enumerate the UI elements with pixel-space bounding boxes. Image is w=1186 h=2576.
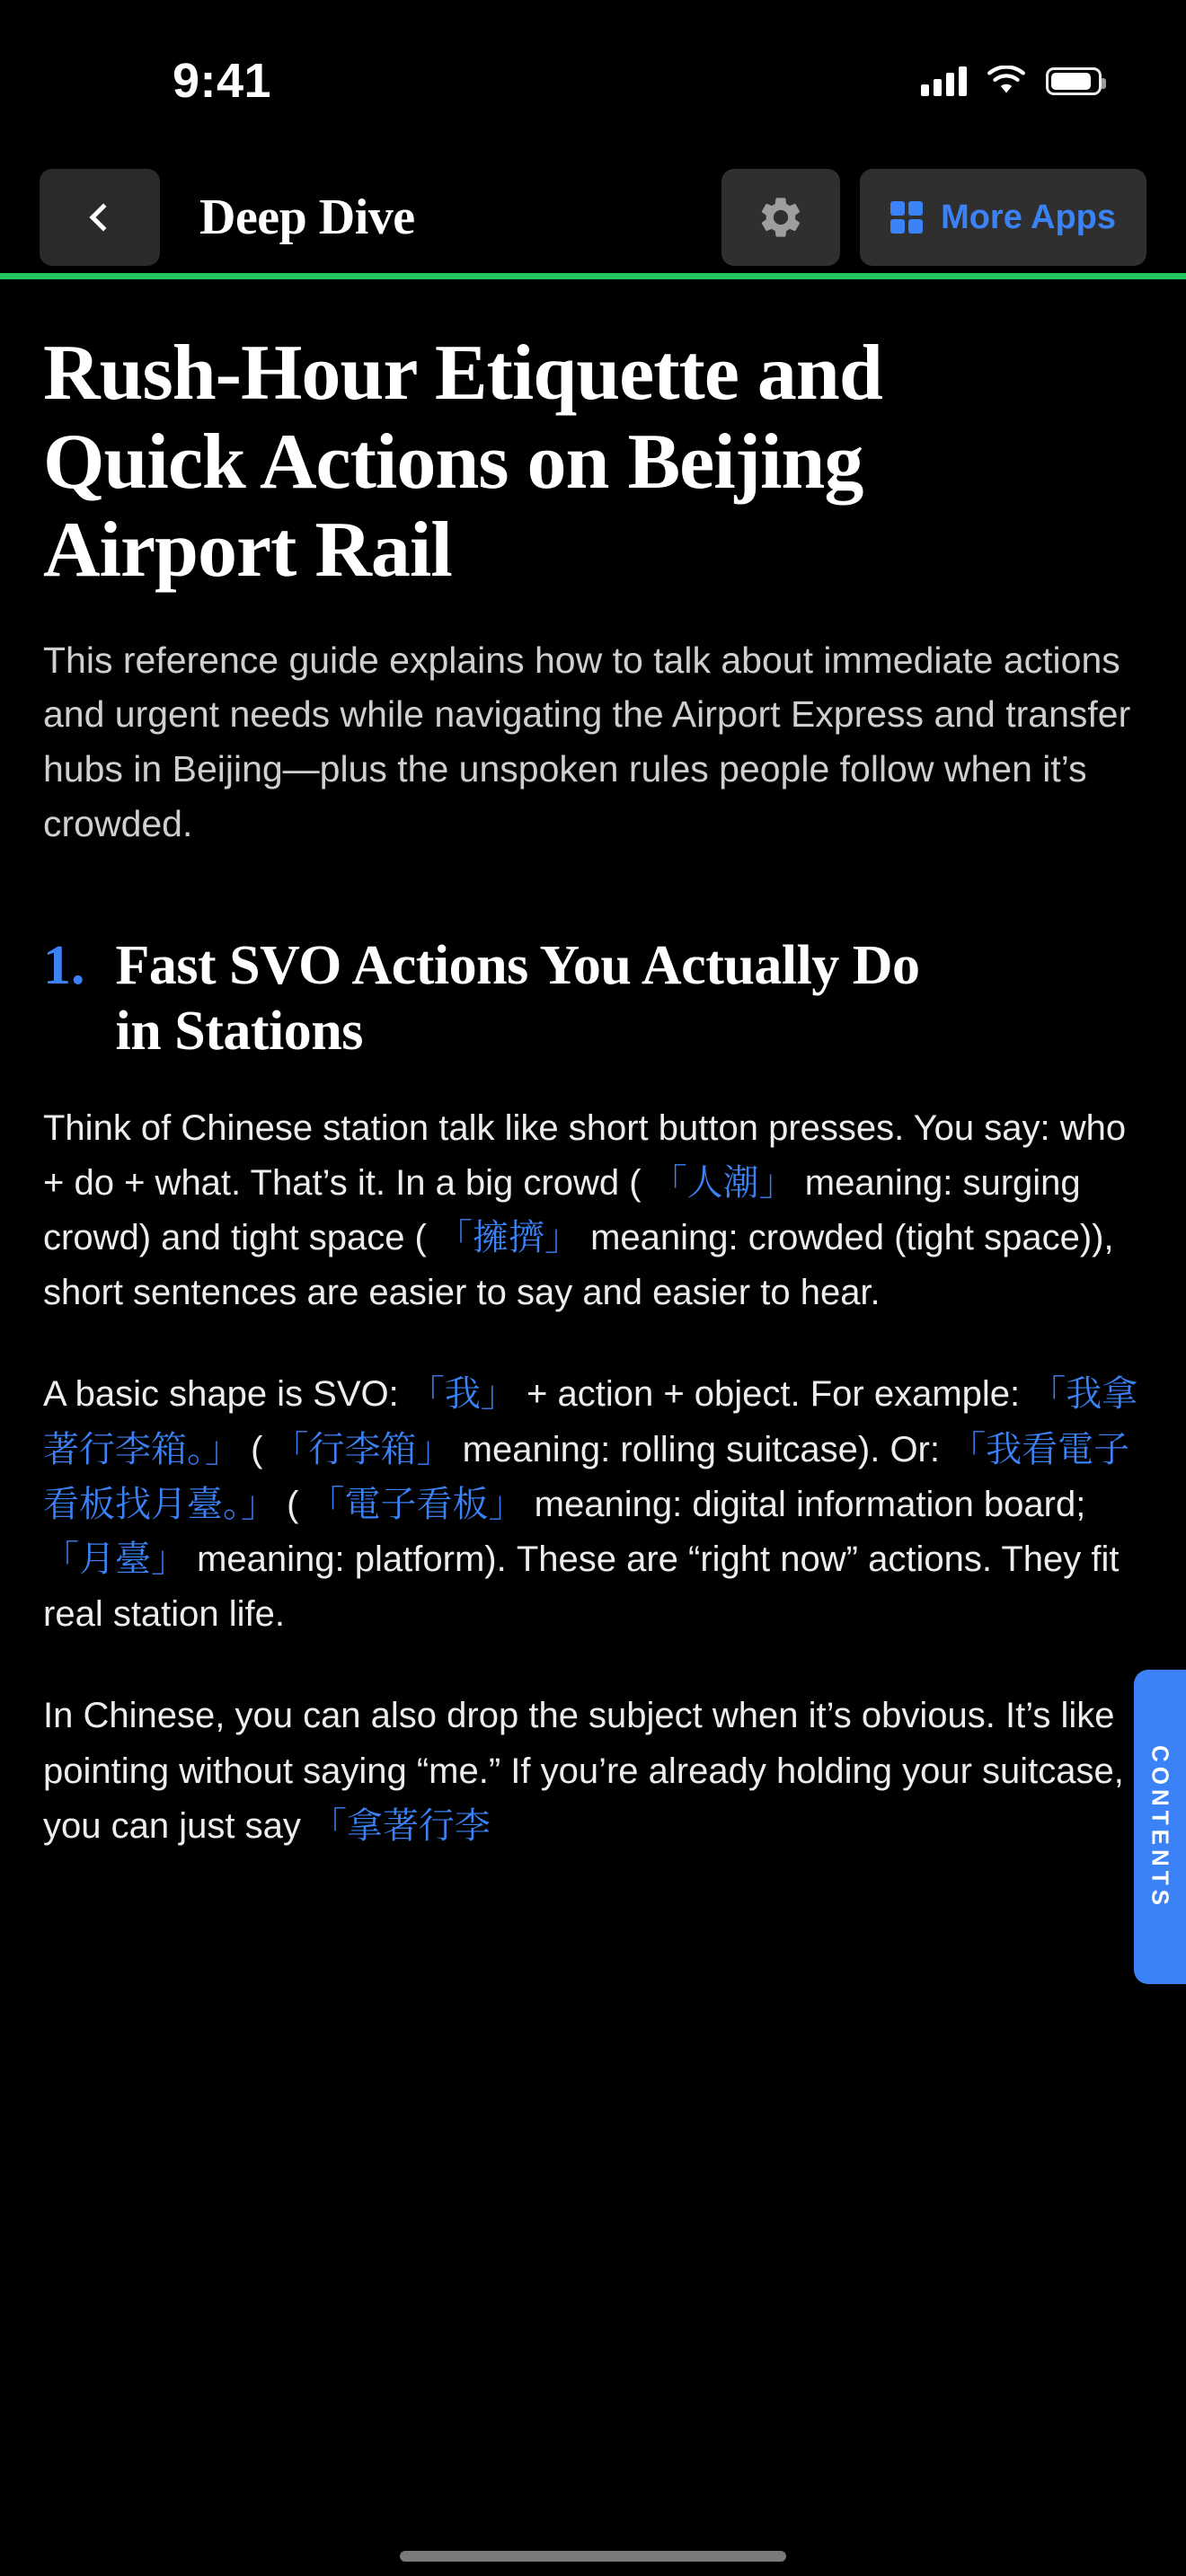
cellular-signal-icon (921, 66, 967, 96)
home-indicator (400, 2551, 786, 2562)
article-lede: This reference guide explains how to talk about immediate actions and urgent needs while navigating the Airport Express and transfer hubs in Beijing—plus the unspoken rules people follow when it’s crowded. (43, 639, 1131, 844)
navigation-bar (0, 162, 1186, 273)
status-icons (921, 66, 1102, 96)
status-bar (0, 0, 1186, 162)
reading-progress-bar (0, 273, 1186, 279)
wifi-icon (987, 66, 1026, 96)
article-title: Rush-Hour Etiquette and Quick Actions on Beijing Airport Rail (43, 330, 882, 595)
paragraph: In Chinese, you can also drop the subject when it’s obvious. It’s like pointing without saying “me.” If you’re already holding your suitcase, you can just say 「拿著行李 (43, 1696, 1124, 1846)
paragraph: Think of Chinese station talk like short button presses. You say: who + do + what. That’s it. In a big crowd ( 「人潮」 meaning: surging crowd) and tight space ( 「擁擠」 meaning: crowded (tight space)), short sentences are easier to say and easier to hear. (43, 1107, 1127, 1313)
section-heading (43, 933, 1143, 1064)
settings-button[interactable] (721, 169, 840, 266)
more-apps-label: More Apps (941, 198, 1116, 236)
grid-icon (890, 201, 923, 234)
contents-tab-label: CONTENTS (1146, 1744, 1174, 1910)
paragraph: A basic shape is SVO: 「我」 + action + object. For example: 「我拿著行李箱。」 ( 「行李箱」 meaning: rolling suitcase). Or: 「我看電子看板找月臺。」 ( 「電子看板」 meaning: digital information board; 「月臺」 meaning: platform). These are “right now” actions. They fit real station life. (43, 1374, 1138, 1635)
status-time: 9:41 (173, 54, 272, 108)
section-number: 1. (43, 935, 85, 997)
battery-icon (1046, 67, 1102, 95)
more-apps-button[interactable] (860, 169, 1146, 266)
chevron-left-icon (89, 203, 117, 231)
article-content (0, 279, 1186, 1910)
section-title: Fast SVO Actions You Actually Do in Stations (115, 935, 920, 1063)
contents-tab-button[interactable] (1134, 1670, 1186, 1984)
page-title: Deep Dive (199, 190, 415, 245)
back-button[interactable] (40, 169, 160, 266)
gear-icon (757, 193, 805, 242)
